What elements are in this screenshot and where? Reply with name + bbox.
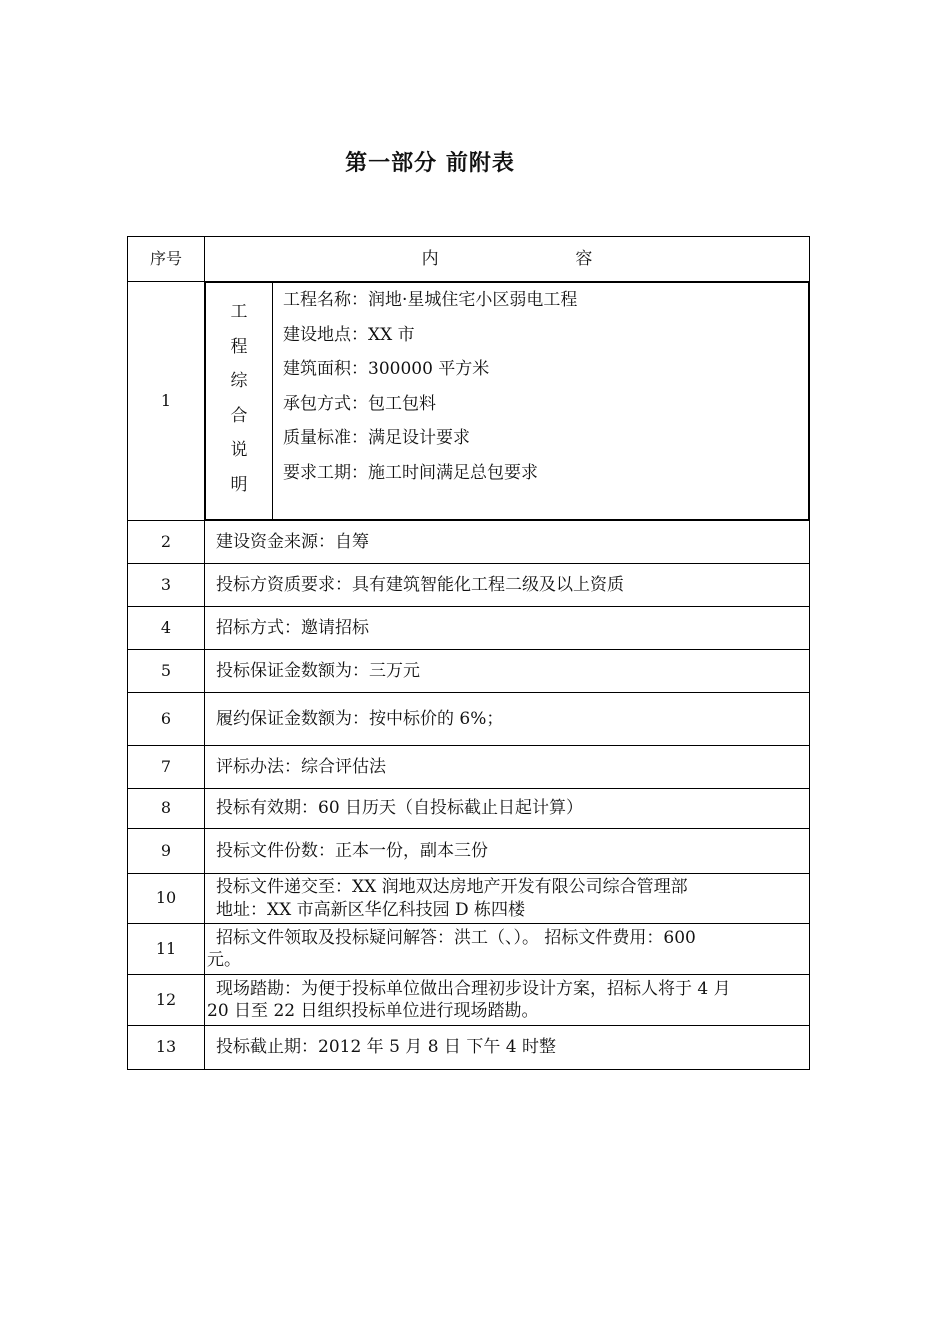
label-char: 说 xyxy=(230,440,248,460)
table-row xyxy=(128,829,810,874)
construction-period: 要求工期：施工时间满足总包要求 xyxy=(283,462,538,483)
row-no: 4 xyxy=(128,607,205,650)
contract-mode: 承包方式：包工包料 xyxy=(283,393,436,414)
table-row xyxy=(128,746,810,789)
row-text-line: 地址：XX 市高新区华亿科技园 D 栋四楼 xyxy=(216,899,526,920)
row-text: 建设资金来源：自筹 xyxy=(205,521,810,564)
summary-label xyxy=(206,283,273,520)
row-no: 8 xyxy=(128,789,205,829)
row-text xyxy=(205,975,810,1026)
row-text: 履约保证金数额为：按中标价的 6%； xyxy=(205,693,810,746)
table-row xyxy=(128,874,810,924)
row-text: 投标截止期：2012 年 5 月 8 日 下午 4 时整 xyxy=(205,1026,810,1070)
building-area: 建筑面积：300000 平方米 xyxy=(283,359,490,379)
row-no: 3 xyxy=(128,564,205,607)
label-char: 工 xyxy=(230,302,248,322)
page-title: 第一部分 前附表 xyxy=(345,151,515,176)
project-name: 工程名称：润地·星城住宅小区弱电工程 xyxy=(283,290,578,310)
row-text-line: 元。 xyxy=(207,950,241,970)
summary-inner xyxy=(205,282,809,520)
row-no: 1 xyxy=(128,282,205,521)
table-row xyxy=(128,650,810,693)
label-char: 明 xyxy=(230,474,248,495)
row-no: 9 xyxy=(128,829,205,874)
row-no: 2 xyxy=(128,521,205,564)
row-text: 投标文件份数：正本一份，副本三份 xyxy=(205,829,810,874)
table-row-summary xyxy=(128,282,810,521)
label-char: 程 xyxy=(230,336,248,357)
table-row xyxy=(128,693,810,746)
table-row xyxy=(128,607,810,650)
row-text: 投标保证金数额为：三万元 xyxy=(205,650,810,693)
table-row xyxy=(128,521,810,564)
row-no: 12 xyxy=(128,975,205,1026)
row-no: 6 xyxy=(128,693,205,746)
header-content-a: 内 xyxy=(421,248,439,269)
row-text: 投标有效期：60 日历天（自投标截止日起计算） xyxy=(205,789,810,829)
row-text-line: 现场踏勘：为便于投标单位做出合理初步设计方案，招标人将于 4 月 xyxy=(216,978,731,999)
row-text: 评标办法：综合评估法 xyxy=(205,746,810,789)
attachment-table xyxy=(127,236,810,1070)
row-text-line: 招标文件领取及投标疑问解答：洪工（、）。 招标文件费用：600 xyxy=(216,927,696,948)
row-no: 5 xyxy=(128,650,205,693)
row-no: 7 xyxy=(128,746,205,789)
quality-standard: 质量标准：满足设计要求 xyxy=(283,428,470,448)
table-row xyxy=(128,975,810,1026)
table-header-row xyxy=(128,237,810,282)
summary-lines xyxy=(273,283,809,520)
table-row xyxy=(128,924,810,975)
header-content xyxy=(205,237,810,282)
header-content-b: 容 xyxy=(575,248,593,269)
header-no: 序号 xyxy=(128,237,205,282)
row-no: 11 xyxy=(128,924,205,975)
row-no: 13 xyxy=(128,1026,205,1070)
row-text xyxy=(205,874,810,924)
row-text xyxy=(205,924,810,975)
row-text-line: 投标文件递交至：XX 润地双达房地产开发有限公司综合管理部 xyxy=(216,877,688,898)
label-char: 合 xyxy=(230,405,248,426)
table-row xyxy=(128,789,810,829)
table-row xyxy=(128,1026,810,1070)
row-text: 投标方资质要求：具有建筑智能化工程二级及以上资质 xyxy=(205,564,810,607)
row-text: 招标方式：邀请招标 xyxy=(205,607,810,650)
label-char: 综 xyxy=(230,371,248,391)
summary-cell xyxy=(205,282,810,521)
table-row xyxy=(128,564,810,607)
row-no: 10 xyxy=(128,874,205,924)
project-location: 建设地点：XX 市 xyxy=(283,324,415,345)
row-text-line: 20 日至 22 日组织投标单位进行现场踏勘。 xyxy=(207,1001,539,1021)
